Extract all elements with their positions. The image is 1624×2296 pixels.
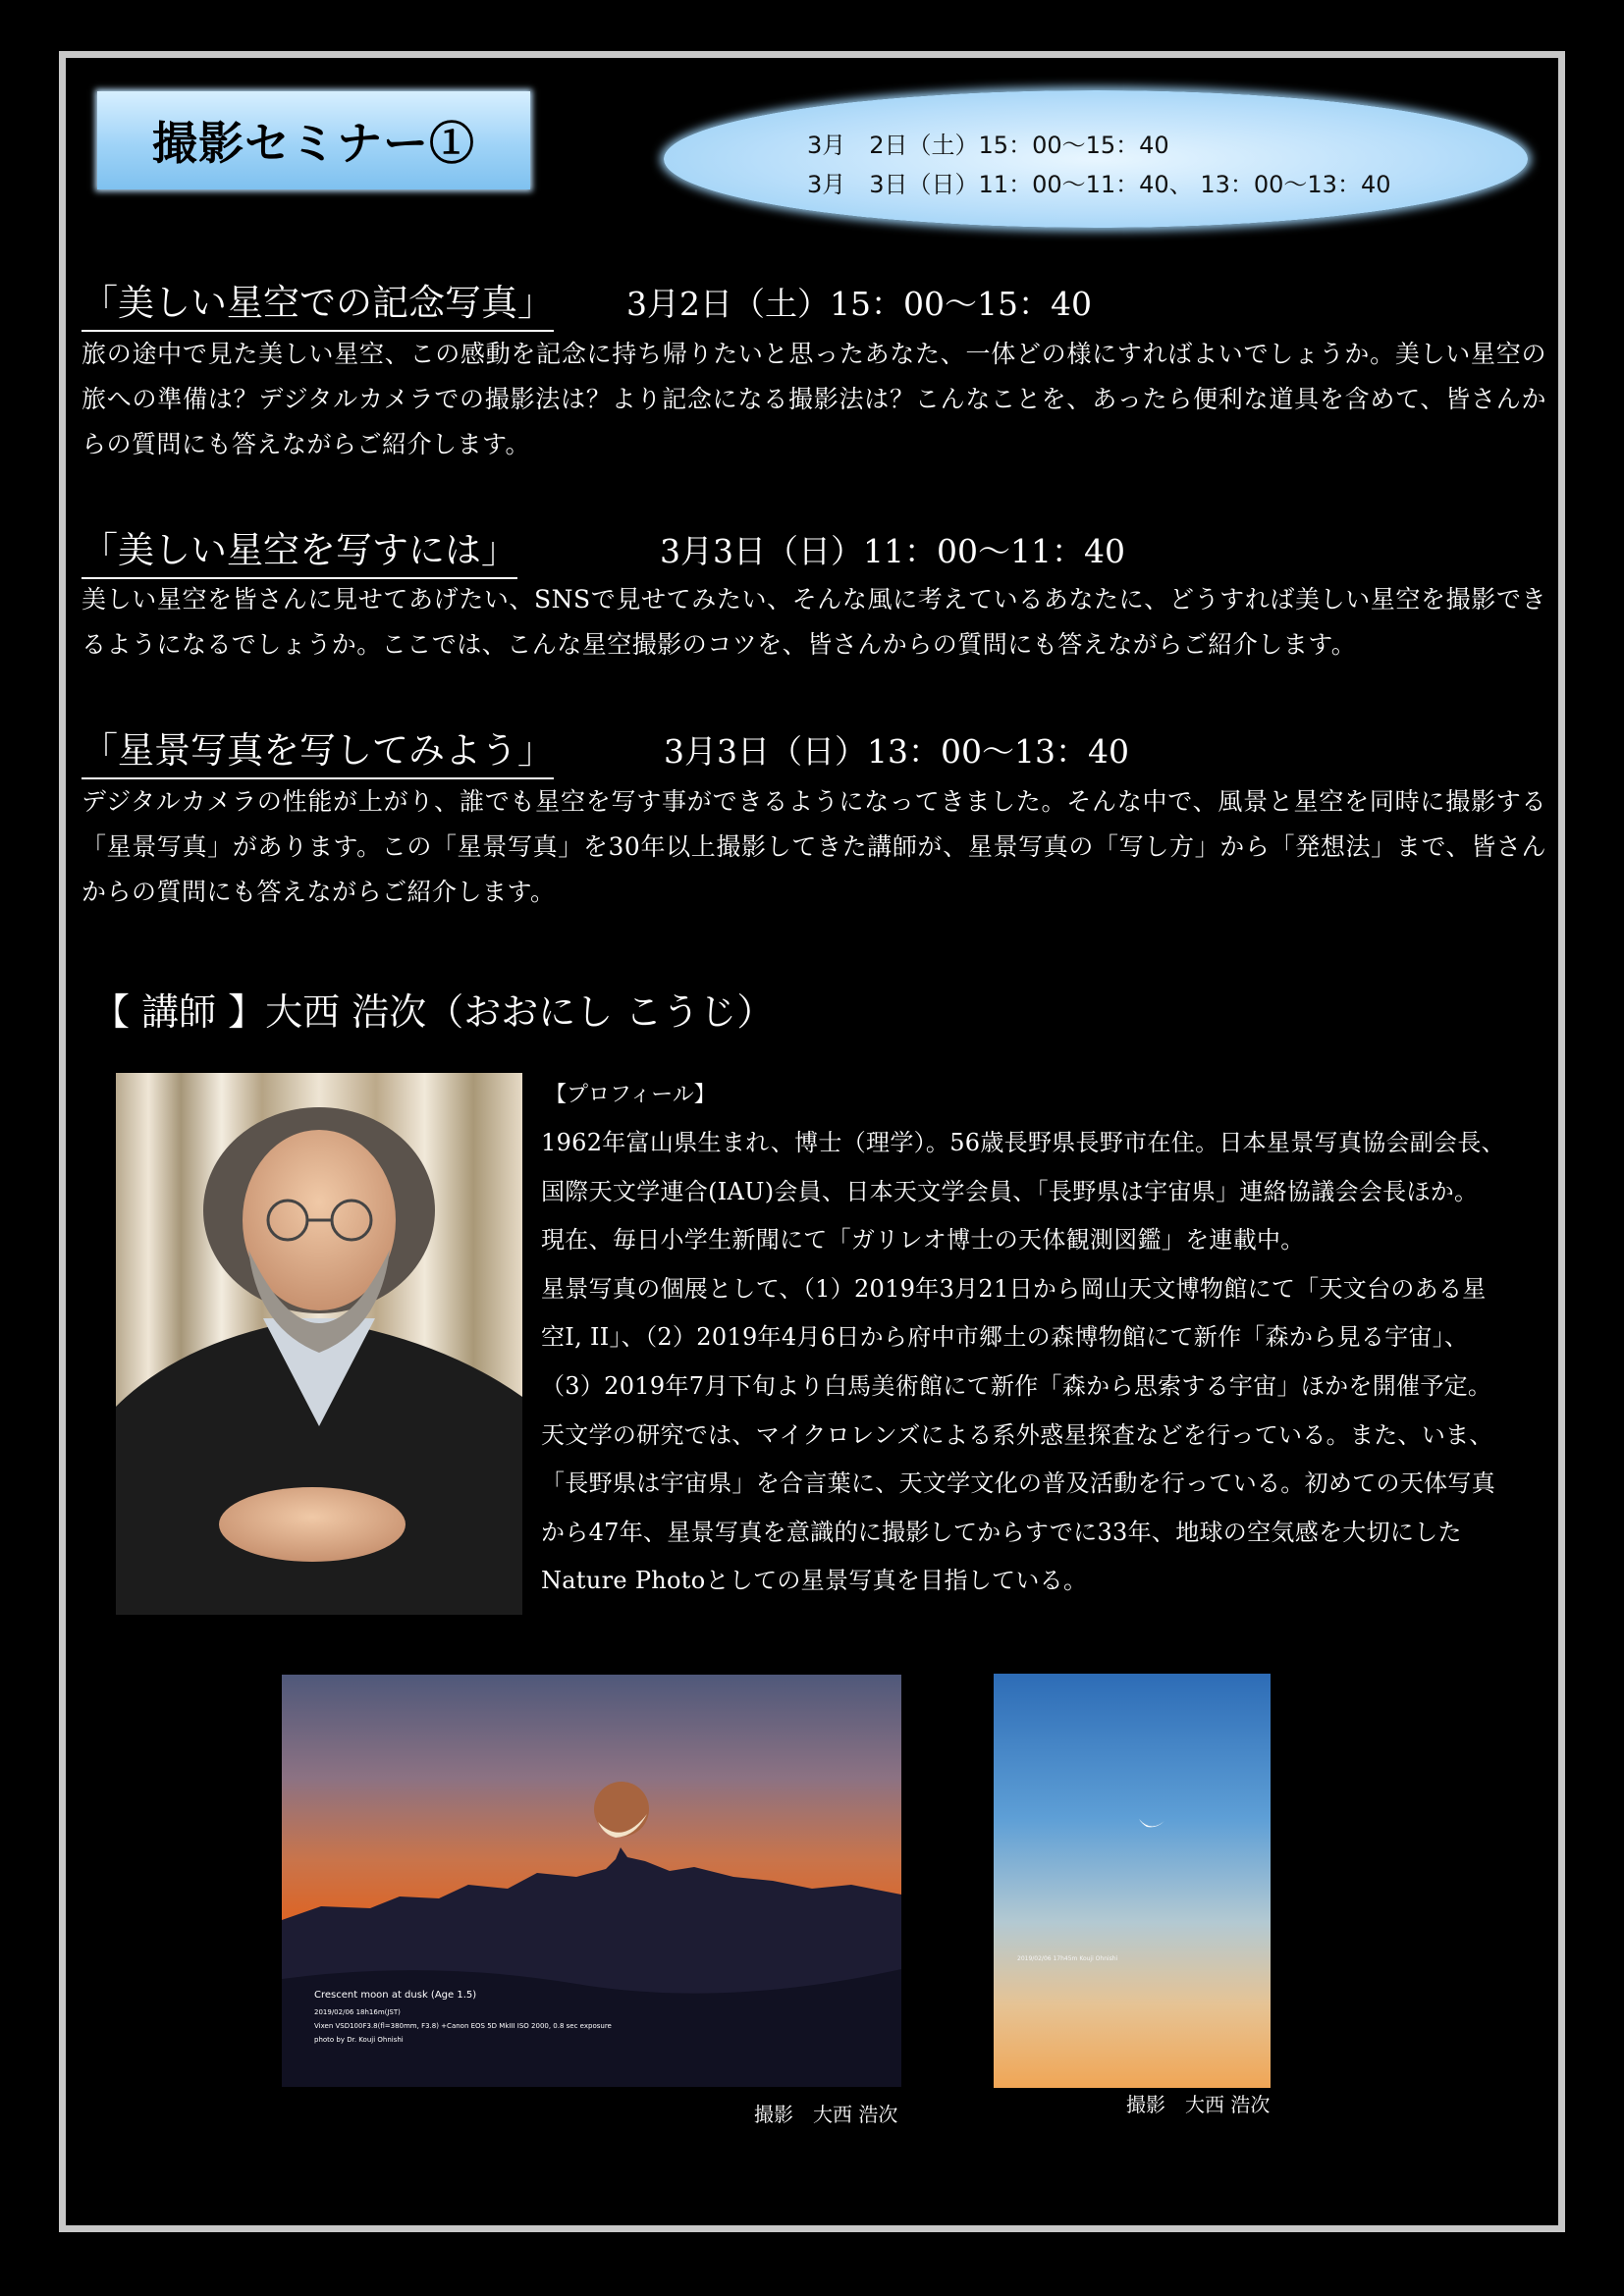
crescent-moon-dusk-photo xyxy=(282,1675,901,2087)
profile-line: 星景写真の個展として、（1）2019年3月21日から岡山天文博物館にて「天文台のある星 xyxy=(541,1274,1487,1303)
profile-line: （3）2019年7月下旬より白馬美術館にて新作「森から思索する宇宙」ほかを開催予定。 xyxy=(541,1371,1492,1400)
profile-line: から47年、星景写真を意識的に撮影してからすでに33年、地球の空気感を大切にした xyxy=(541,1518,1462,1546)
photo1-caption-credit: photo by Dr. Kouji Ohnishi xyxy=(314,2036,404,2044)
seminar-title-box xyxy=(97,91,530,189)
profile-line: 1962年富山県生まれ、博士（理学）。56歳長野県長野市在住。日本星景写真協会副会長、 xyxy=(541,1129,1505,1156)
section-2-date: 3月3日（日）11：00〜11：40 xyxy=(660,532,1125,570)
schedule-line-2: 3月 3日（日）11：00〜11：40、 13：00〜13：40 xyxy=(807,171,1391,198)
photo2-credit: 撮影 大西 浩次 xyxy=(1126,2093,1271,2116)
section-3-title: 「星景写真を写してみよう」 xyxy=(81,721,554,779)
section-2-body: 美しい星空を皆さんに見せてあげたい、SNSで見せてみたい、そんな風に考えているあなたに、どうすれば美しい星空を撮影できるようになるでしょうか。ここでは、こんな星空撮影のコツを、皆さんからの質問にも答えながらご紹介します。 xyxy=(81,585,1546,659)
section-3-body: デジタルカメラの性能が上がり、誰でも星空を写す事ができるようになってきました。そんな中で、風景と星空を同時に撮影する「星景写真」があります。この「星景写真」を30年以上撮影してきた講師が、星景写真の「写し方」から「発想法」まで、皆さんからの質問にも答えながらご紹介します。 xyxy=(81,787,1546,906)
photo1-caption-title: Crescent moon at dusk (Age 1.5) xyxy=(314,1990,477,2001)
photo1-credit: 撮影 大西 浩次 xyxy=(754,2103,898,2126)
lecturer-portrait xyxy=(116,1073,522,1615)
seminar-title: 撮影セミナー① xyxy=(152,117,475,170)
section-1-body: 旅の途中で見た美しい星空、この感動を記念に持ち帰りたいと思ったあなた、一体どの様にすればよいでしょうか。美しい星空の旅への準備は？デジタルカメラでの撮影法は？より記念になる撮影法は？こんなことを、あったら便利な道具を含めて、皆さんからの質問にも答えながらご紹介します。 xyxy=(81,340,1546,458)
schedule-line-1: 3月 2日（土）15：00〜15：40 xyxy=(807,132,1169,159)
profile-line: 現在、毎日小学生新聞にて「ガリレオ博士の天体観測図鑑」を連載中。 xyxy=(541,1226,1305,1255)
profile-line: 国際天文学連合(IAU)会員、日本天文学会員、「長野県は宇宙県」連絡協議会会長ほか。 xyxy=(541,1177,1479,1205)
profile-line: Nature Photoとしての星景写真を目指している。 xyxy=(541,1567,1088,1595)
profile-line: 空I, II」、（2）2019年4月6日から府中市郷土の森博物館にて新作「森から見る宇宙」、 xyxy=(541,1323,1469,1352)
section-1-title: 「美しい星空での記念写真」 xyxy=(81,273,554,332)
section-3-date: 3月3日（日）13：00〜13：40 xyxy=(664,732,1129,771)
profile-line: 「長野県は宇宙県」を合言葉に、天文学文化の普及活動を行っている。初めての天体写真 xyxy=(541,1469,1495,1498)
section-2-title: 「美しい星空を写すには」 xyxy=(81,520,517,579)
crescent-moon-twilight-photo xyxy=(994,1674,1271,2088)
photo2-caption: 2019/02/06 17h45m Kouji Ohnishi xyxy=(1017,1955,1118,1962)
photo1-caption-gear: Vixen VSD100F3.8(fl=380mm, F3.8) +Canon EOS 5D MkIII ISO 2000, 0.8 sec exposure xyxy=(314,2022,612,2030)
photo1-caption-date: 2019/02/06 18h16m(JST) xyxy=(314,2008,401,2016)
profile-line: 天文学の研究では、マイクロレンズによる系外惑星探査などを行っている。また、いま、 xyxy=(541,1420,1493,1449)
section-1-date: 3月2日（土）15：00〜15：40 xyxy=(626,285,1092,323)
profile-text xyxy=(541,1119,1543,1606)
lecturer-heading: 【 講師 】大西 浩次（おおにし こうじ） xyxy=(92,990,775,1034)
schedule-ellipse xyxy=(664,90,1528,228)
profile-label: 【プロフィール】 xyxy=(545,1083,716,1107)
